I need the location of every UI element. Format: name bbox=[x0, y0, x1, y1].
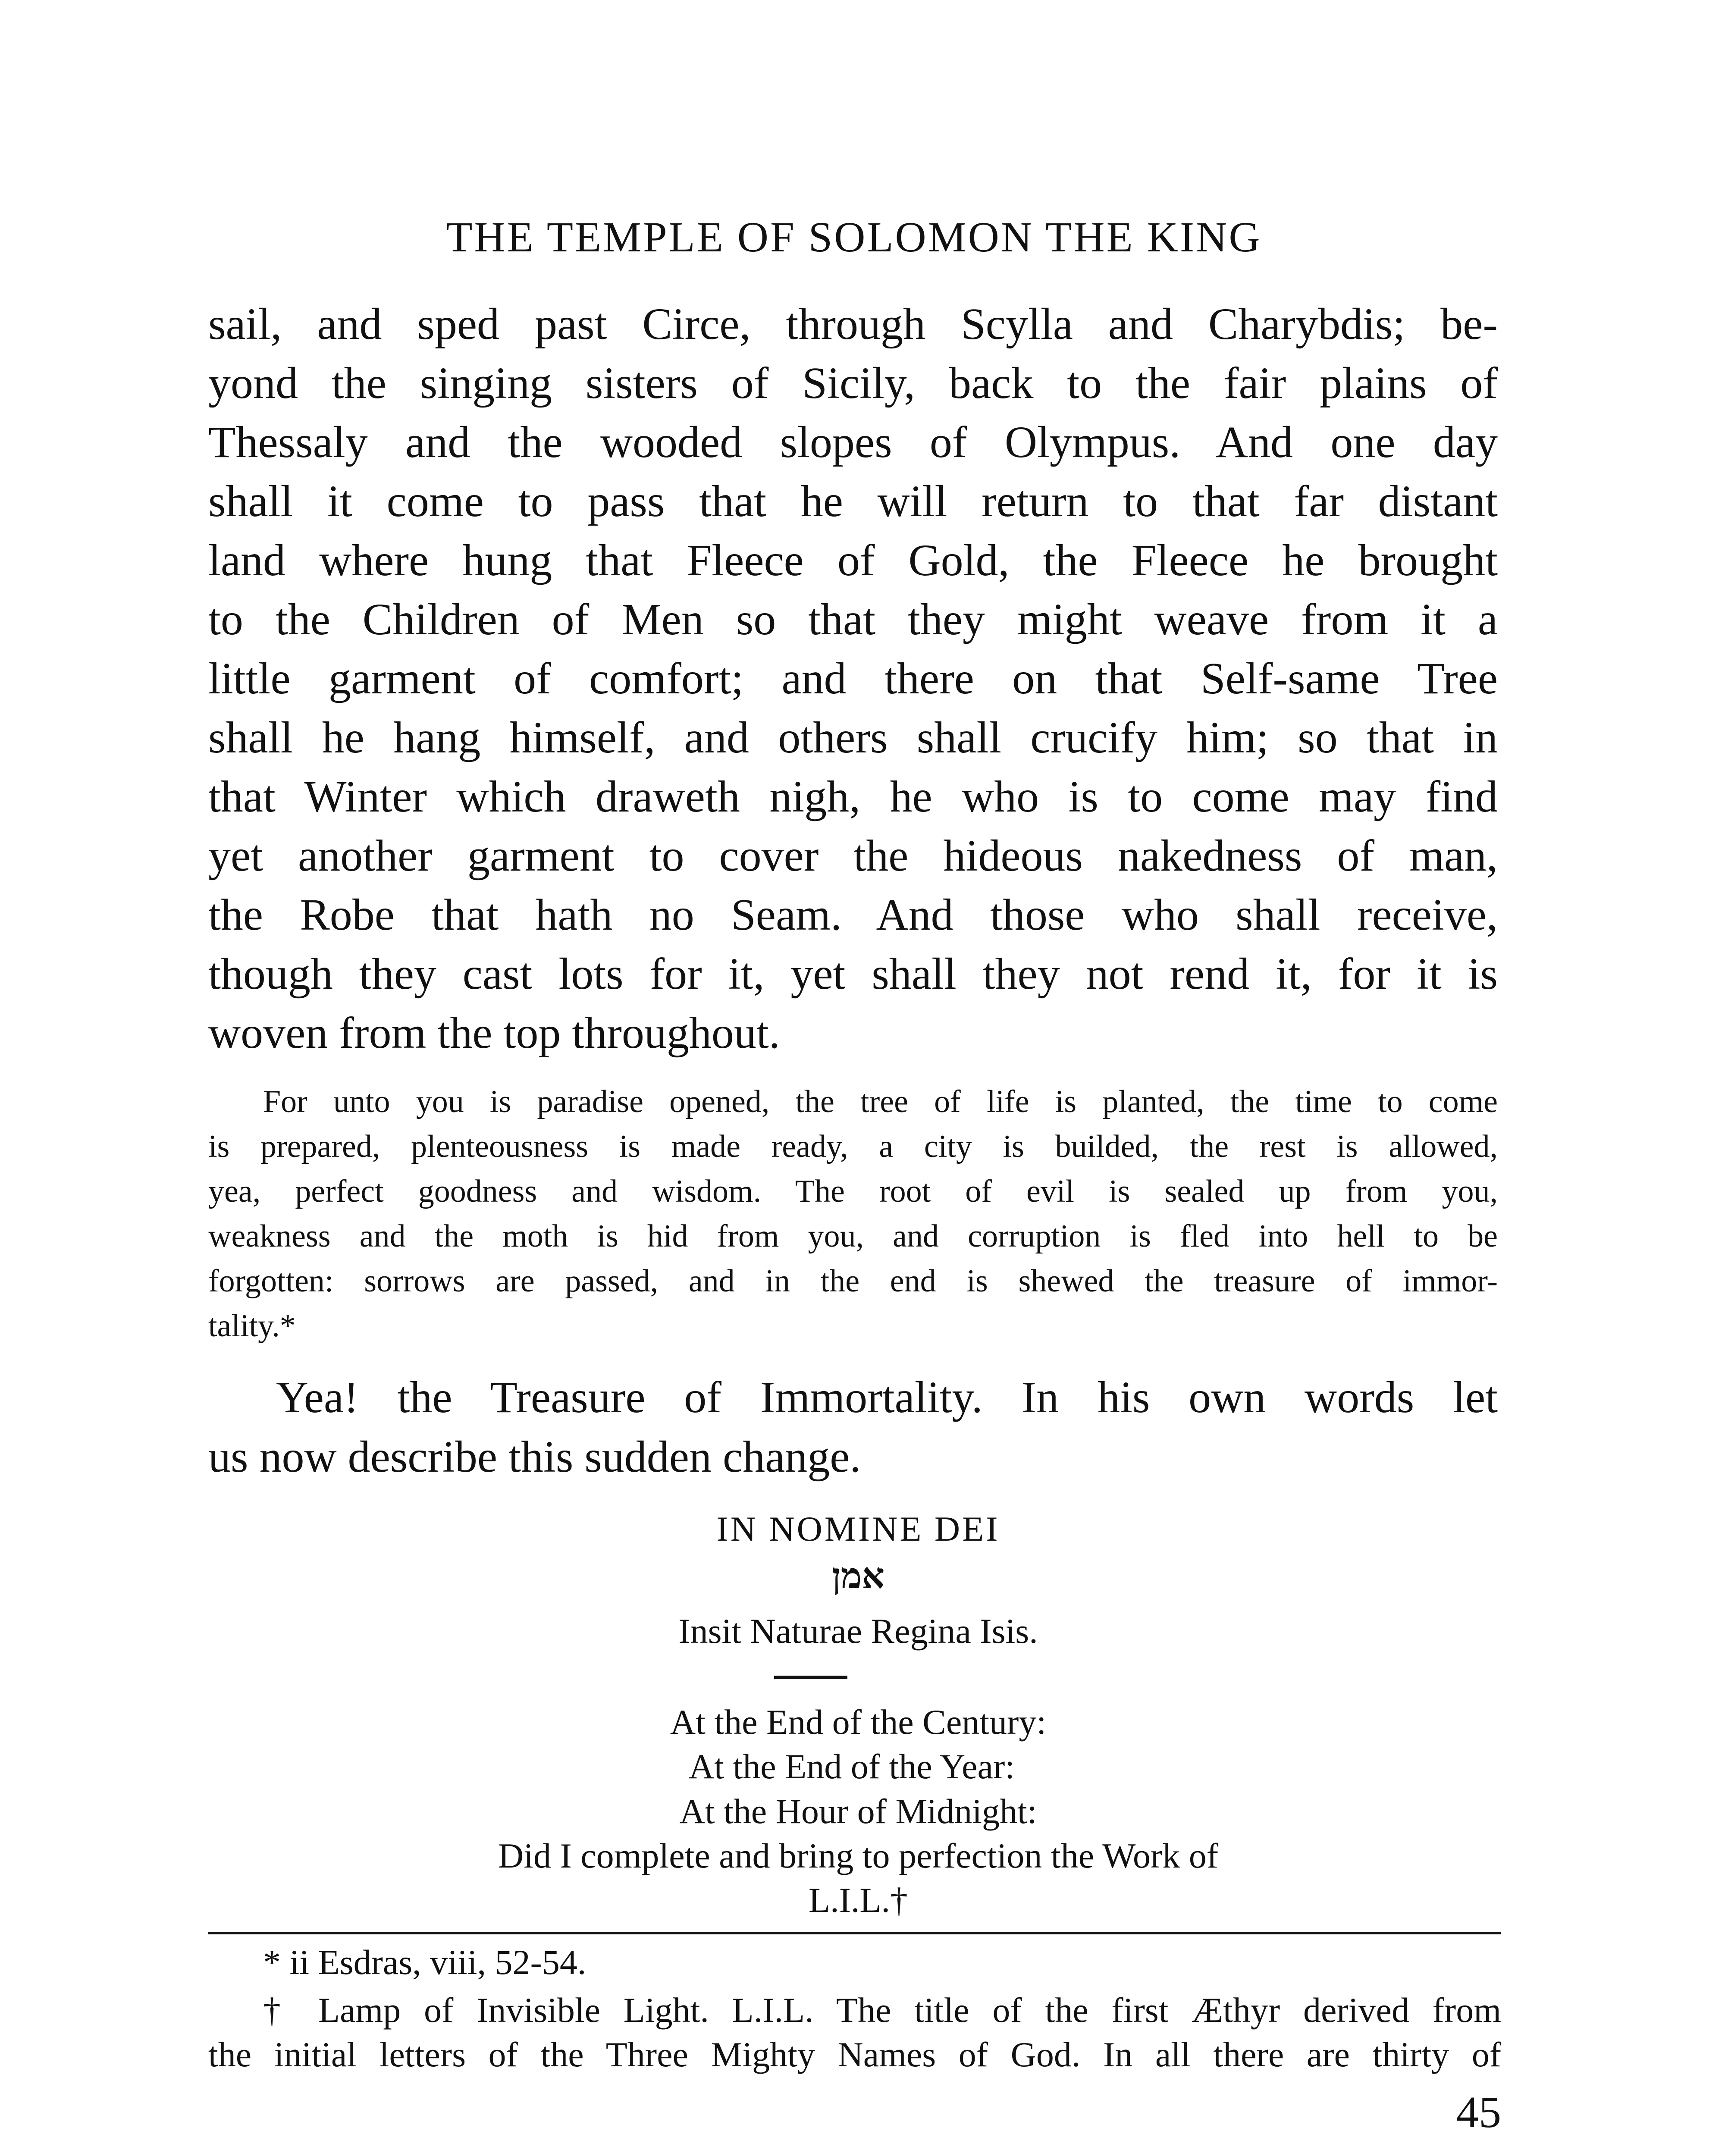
quote-line: For unto you is paradise opened, the tree of life is planted, the time to come bbox=[263, 1084, 1498, 1119]
body-line: yond the singing sisters of Sicily, back to the fair plains of bbox=[208, 358, 1498, 408]
invocation-line: L.I.L.† bbox=[809, 1880, 908, 1920]
quote-line: yea, perfect goodness and wisdom. The root of evil is sealed up from you, bbox=[208, 1174, 1498, 1209]
hebrew-word: אמן bbox=[831, 1555, 885, 1597]
page-number: 45 bbox=[1456, 2087, 1501, 2137]
invocation-line: At the Hour of Midnight: bbox=[679, 1792, 1037, 1831]
body-line: yet another garment to cover the hideous nakedness of man, bbox=[208, 831, 1498, 881]
body-line: little garment of comfort; and there on that Self-same Tree bbox=[208, 654, 1498, 703]
body-line: sail, and sped past Circe, through Scylla and Charybdis; be- bbox=[208, 299, 1498, 349]
body-line: to the Children of Men so that they might weave from it a bbox=[208, 595, 1498, 644]
body-line: Thessaly and the wooded slopes of Olympus. And one day bbox=[208, 417, 1498, 467]
footnote: the initial letters of the Three Mighty Names of God. In all there are thirty of bbox=[208, 2035, 1501, 2074]
body-line: shall it come to pass that he will return to that far distant bbox=[208, 476, 1498, 526]
motto: Insit Naturae Regina Isis. bbox=[678, 1611, 1038, 1651]
footnote: * ii Esdras, viii, 52-54. bbox=[263, 1943, 586, 1982]
quote-line: is prepared, plenteousness is made ready, a city is builded, the rest is allowed, bbox=[208, 1129, 1498, 1164]
body-line: that Winter which draweth nigh, he who is to come may find bbox=[208, 772, 1498, 821]
body-line: woven from the top throughout. bbox=[208, 1008, 780, 1058]
body-line: though they cast lots for it, yet shall they not rend it, for it is bbox=[208, 949, 1498, 999]
body-line: Yea! the Treasure of Immortality. In his own words let bbox=[276, 1373, 1498, 1422]
quote-line: weakness and the moth is hid from you, and corruption is fled into hell to be bbox=[208, 1219, 1498, 1254]
body-line: the Robe that hath no Seam. And those who shall receive, bbox=[208, 890, 1498, 940]
running-head: THE TEMPLE OF SOLOMON THE KING bbox=[446, 213, 1262, 261]
invocation-line: At the End of the Year: bbox=[688, 1747, 1015, 1786]
body-line: land where hung that Fleece of Gold, the Fleece he brought bbox=[208, 536, 1498, 585]
short-rule bbox=[774, 1676, 847, 1679]
body-line: us now describe this sudden change. bbox=[208, 1432, 861, 1482]
body-line: shall he hang himself, and others shall crucify him; so that in bbox=[208, 713, 1498, 762]
footnote: † Lamp of Invisible Light. L.I.L. The title of the first Æthyr derived from bbox=[263, 1990, 1501, 2030]
invocation-title: IN NOMINE DEI bbox=[716, 1509, 1000, 1548]
footnote-rule bbox=[208, 1932, 1501, 1934]
invocation-line: At the End of the Century: bbox=[670, 1702, 1047, 1742]
quote-line: tality.* bbox=[208, 1308, 296, 1344]
invocation-line: Did I complete and bring to perfection the Work of bbox=[498, 1836, 1219, 1875]
quote-line: forgotten: sorrows are passed, and in the end is shewed the treasure of immor- bbox=[208, 1263, 1498, 1299]
